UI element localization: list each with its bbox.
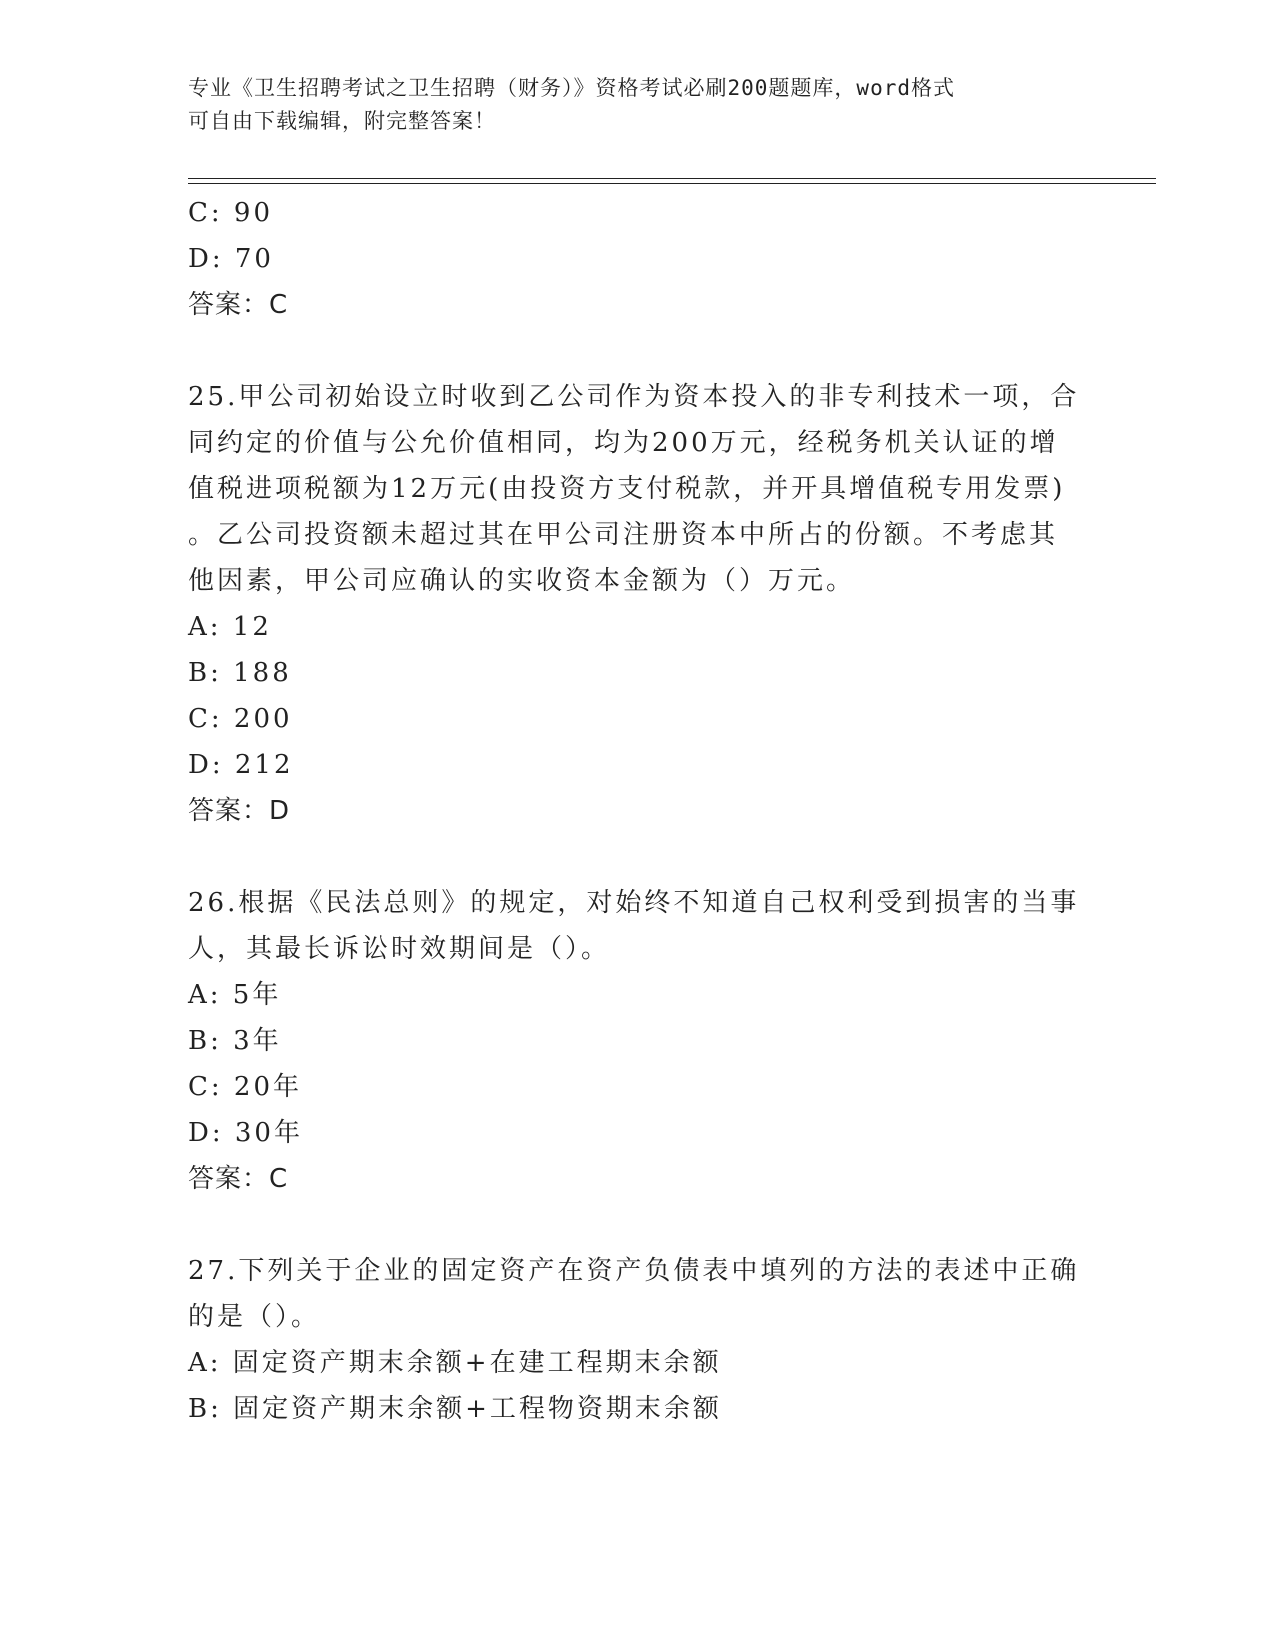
option-b: B: 固定资产期末余额+工程物资期末余额 xyxy=(188,1394,722,1424)
header-divider-top xyxy=(188,178,1156,179)
option-d: D: 212 xyxy=(188,750,294,780)
spacer xyxy=(188,328,1088,374)
question-text-line: 26.根据《民法总则》的规定，对始终不知道自己权利受到损害的当事 xyxy=(188,888,1080,918)
option-a: A: 固定资产期末余额+在建工程期末余额 xyxy=(188,1348,722,1378)
answer-line: 答案：C xyxy=(188,290,289,320)
previous-question-tail xyxy=(188,190,1088,328)
question-text-line: 同约定的价值与公允价值相同，均为200万元，经税务机关认证的增 xyxy=(188,428,1059,458)
question-text-line: 25.甲公司初始设立时收到乙公司作为资本投入的非专利技术一项，合 xyxy=(188,382,1080,412)
option-d: D: 30年 xyxy=(188,1118,303,1148)
option-d: D: 70 xyxy=(188,244,274,274)
question-text-line: 他因素，甲公司应确认的实收资本金额为（）万元。 xyxy=(188,566,856,596)
header-divider-bottom xyxy=(188,183,1156,184)
answer-line: 答案：C xyxy=(188,1164,289,1194)
question-content xyxy=(188,190,1088,1432)
question-26 xyxy=(188,880,1088,1202)
option-b: B: 3年 xyxy=(188,1026,282,1056)
header-title-line-2: 可自由下载编辑，附完整答案！ xyxy=(188,109,496,133)
question-25 xyxy=(188,374,1088,834)
option-a: A: 5年 xyxy=(188,980,282,1010)
option-c: C: 20年 xyxy=(188,1072,303,1102)
spacer xyxy=(188,1202,1088,1248)
question-text-line: 。乙公司投资额未超过其在甲公司注册资本中所占的份额。不考虑其 xyxy=(188,520,1059,550)
answer-line: 答案：D xyxy=(188,796,291,826)
spacer xyxy=(188,834,1088,880)
question-text-line: 27.下列关于企业的固定资产在资产负债表中填列的方法的表述中正确 xyxy=(188,1256,1080,1286)
option-a: A: 12 xyxy=(188,612,272,642)
question-text-line: 人，其最长诉讼时效期间是（）。 xyxy=(188,934,611,964)
option-b: B: 188 xyxy=(188,658,292,688)
question-text-line: 的是（）。 xyxy=(188,1302,321,1332)
header-title-line-1: 专业《卫生招聘考试之卫生招聘（财务）》资格考试必刷200题题库，word格式 xyxy=(188,76,955,100)
document-header xyxy=(188,72,1068,138)
question-text-line: 值税进项税额为12万元(由投资方支付税款，并开具增值税专用发票) xyxy=(188,474,1066,504)
question-27 xyxy=(188,1248,1088,1432)
option-c: C: 90 xyxy=(188,198,274,228)
option-c: C: 200 xyxy=(188,704,293,734)
